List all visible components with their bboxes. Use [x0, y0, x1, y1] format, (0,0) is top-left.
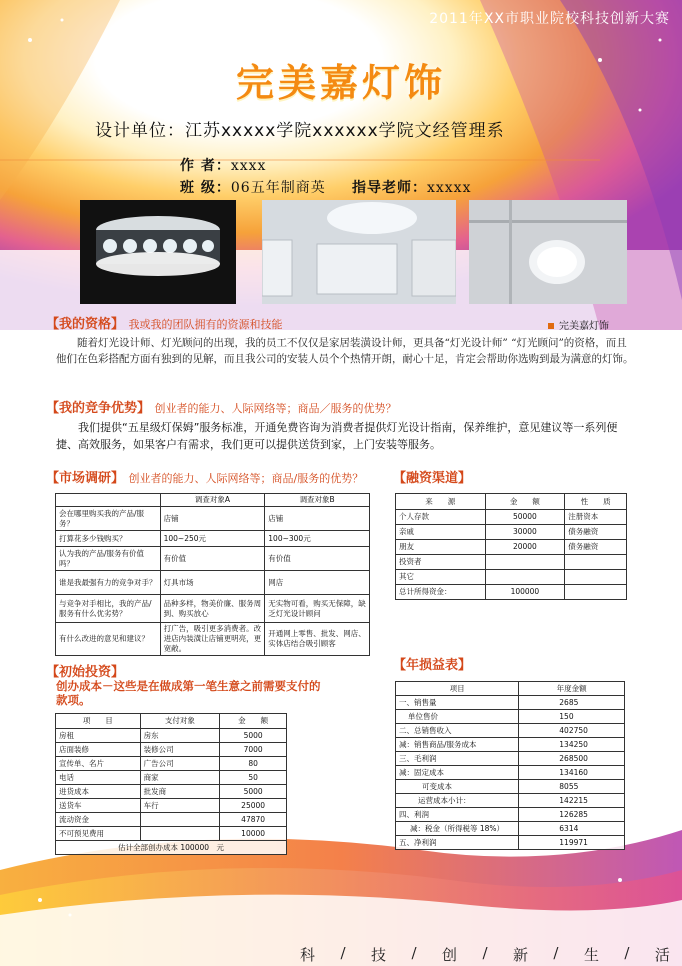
table-row	[56, 571, 370, 595]
qualification-subtitle: 我或我的团队拥有的资源和技能	[128, 318, 283, 331]
product-photo-pendant	[469, 200, 627, 304]
table-row	[56, 623, 370, 656]
table-cell: 房东	[140, 729, 220, 743]
table-cell: 认为我的产品/服务有价值吗？	[56, 547, 161, 571]
table-header-cell: 项目	[396, 682, 519, 696]
table-cell: 三、毛利润	[396, 752, 519, 766]
table-row	[56, 729, 287, 743]
advantage-title: 【我的竞争优势】	[46, 401, 151, 416]
table-cell: 其它	[396, 570, 486, 585]
table-cell: 134160	[519, 766, 625, 780]
table-cell	[485, 570, 565, 585]
author-value: xxxx	[230, 158, 267, 174]
slogan-char: 活	[654, 946, 670, 964]
table-cell: 五、净利润	[396, 836, 519, 850]
table-cell: 送货车	[56, 799, 141, 813]
table-row	[56, 785, 287, 799]
table-cell: 减：固定成本	[396, 766, 519, 780]
table-cell: 与竞争对手相比，我的产品/服务有什么优劣势？	[56, 595, 161, 623]
page-title: 完美嘉灯饰	[235, 60, 446, 105]
photo-caption	[548, 317, 609, 332]
table-row	[396, 540, 627, 555]
table-row	[396, 724, 625, 738]
table-header-cell: 调查对象B	[265, 494, 370, 507]
table-cell: 四、利润	[396, 808, 519, 822]
initial-investment-table	[55, 713, 287, 855]
initial-investment-heading	[46, 661, 124, 680]
table-cell: 一、销售量	[396, 696, 519, 710]
table-row	[396, 570, 627, 585]
table-cell: 不可预见费用	[56, 827, 141, 841]
table-cell: 150	[519, 710, 625, 724]
table-cell: 商家	[140, 771, 220, 785]
table-header-cell: 调查对象A	[160, 494, 265, 507]
table-header-cell: 性 质	[565, 494, 627, 510]
contest-title: 2011年XX市职业院校科技创新大赛	[429, 11, 670, 27]
table-cell: 朋友	[396, 540, 486, 555]
table-cell: 二、总销售收入	[396, 724, 519, 738]
financing-heading	[393, 467, 471, 486]
table-cell: 142215	[519, 794, 625, 808]
table-cell: 谁是我最强有力的竞争对手？	[56, 571, 161, 595]
table-cell: 有价值	[265, 547, 370, 571]
table-cell: 30000	[485, 525, 565, 540]
table-cell: 进货成本	[56, 785, 141, 799]
table-cell: 100~300元	[265, 531, 370, 547]
table-row	[396, 525, 627, 540]
table-row	[396, 836, 625, 850]
table-total-cell: 估计全部创办成本 100000 元	[56, 841, 287, 855]
table-cell: 有什么改进的意见和建议？	[56, 623, 161, 656]
table-cell: 268500	[519, 752, 625, 766]
table-cell: 电话	[56, 771, 141, 785]
slogan-char: 新	[512, 946, 528, 964]
table-cell: 6314	[519, 822, 625, 836]
table-row	[396, 510, 627, 525]
market-heading	[46, 467, 363, 486]
table-cell	[140, 813, 220, 827]
product-photo-ceiling-lamp	[80, 200, 236, 304]
table-row	[56, 595, 370, 623]
table-cell: 网店	[265, 571, 370, 595]
table-cell: 总计所得资金：	[396, 585, 486, 600]
table-row	[396, 808, 625, 822]
table-cell: 402750	[519, 724, 625, 738]
table-cell: 投资者	[396, 555, 486, 570]
table-cell	[485, 555, 565, 570]
table-cell: 个人存款	[396, 510, 486, 525]
footer-slogan	[300, 944, 670, 965]
table-cell: 126285	[519, 808, 625, 822]
table-total-row	[56, 841, 287, 855]
table-cell: 注册资本	[565, 510, 627, 525]
table-cell: 可变成本	[396, 780, 519, 794]
table-cell: 房租	[56, 729, 141, 743]
table-row	[396, 752, 625, 766]
table-cell: 单位售价	[396, 710, 519, 724]
table-cell: 债务融资	[565, 525, 627, 540]
slogan-separator: /	[553, 944, 559, 962]
advisor-label: 指导老师：	[352, 180, 427, 196]
table-cell: 亲戚	[396, 525, 486, 540]
table-cell: 无实物可看，购买无保障，缺乏灯光设计顾问	[265, 595, 370, 623]
table-cell: 宣传单、名片	[56, 757, 141, 771]
slogan-separator: /	[624, 944, 630, 962]
table-cell: 47870	[220, 813, 287, 827]
market-title: 【市场调研】	[46, 471, 125, 486]
table-header-cell	[56, 494, 161, 507]
table-header-cell: 金 额	[485, 494, 565, 510]
slogan-char: 生	[583, 946, 599, 964]
table-cell: 减：销售商品/服务成本	[396, 738, 519, 752]
table-cell: 减：税金（所得税等 18%）	[396, 822, 519, 836]
table-cell: 25000	[220, 799, 287, 813]
table-cell: 车行	[140, 799, 220, 813]
table-row	[56, 531, 370, 547]
author-line	[180, 155, 266, 175]
table-cell: 广告公司	[140, 757, 220, 771]
table-cell: 流动资金	[56, 813, 141, 827]
table-cell: 100000	[485, 585, 565, 600]
table-row	[396, 794, 625, 808]
annual-pl-title: 【年损益表】	[393, 658, 472, 673]
slogan-separator: /	[482, 944, 488, 962]
table-row	[56, 507, 370, 531]
table-cell	[565, 555, 627, 570]
table-cell: 店铺	[160, 507, 265, 531]
advantage-text: 我们提供“五星级灯保姆”服务标准，开通免费咨询为消费者提供灯光设计指南，保养维护，意见建议等一系列便捷、高效服务，如果客户有需求，我们更可以提供送货到家，上门安装等服务。	[56, 421, 618, 451]
market-research-table	[55, 493, 370, 656]
table-header-cell: 年度金额	[519, 682, 625, 696]
table-row	[56, 827, 287, 841]
class-line	[180, 177, 326, 197]
advantage-subtitle: 创业者的能力、人际网络等；商品／服务的优势？	[154, 402, 397, 415]
annual-pl-heading	[393, 654, 471, 673]
table-row	[396, 696, 625, 710]
table-row	[396, 710, 625, 724]
table-cell: 80	[220, 757, 287, 771]
table-cell: 打广告，吸引更多消费者。改进店内装潢让店铺更明亮，更宽敞。	[160, 623, 265, 656]
product-photo-panel-lights	[262, 200, 456, 304]
annual-pl-table	[395, 681, 625, 850]
table-cell: 50	[220, 771, 287, 785]
financing-title: 【融资渠道】	[393, 471, 472, 486]
table-cell: 会在哪里购买我的产品/服务？	[56, 507, 161, 531]
table-header-cell: 项 目	[56, 714, 141, 729]
table-cell: 119971	[519, 836, 625, 850]
qualification-title: 【我的资格】	[46, 317, 125, 332]
table-header-cell: 来 源	[396, 494, 486, 510]
table-row	[56, 799, 287, 813]
class-label: 班 级：	[180, 180, 231, 196]
table-header-row	[396, 682, 625, 696]
table-cell: 店铺	[265, 507, 370, 531]
table-row	[56, 813, 287, 827]
table-cell: 20000	[485, 540, 565, 555]
table-cell: 5000	[220, 785, 287, 799]
table-header-row	[396, 494, 627, 510]
table-cell	[140, 827, 220, 841]
table-cell: 灯具市场	[160, 571, 265, 595]
advantage-heading	[46, 397, 397, 416]
table-row	[396, 822, 625, 836]
qualification-text: 随着灯光设计师、灯光顾问的出现，我的员工不仅仅是家居装潢设计师，更具备“灯光设计师” “灯光顾问”的资格，而且他们在色彩搭配方面有独到的见解，而且我公司的安装人员个个热情开朗，耐心十足，肯定会帮助你选购到最为满意的灯饰。	[56, 337, 634, 365]
advisor-value: xxxxx	[427, 180, 472, 196]
table-cell: 50000	[485, 510, 565, 525]
table-cell: 134250	[519, 738, 625, 752]
table-cell: 开通网上零售、批发、网店、实体店结合吸引顾客	[265, 623, 370, 656]
table-cell: 债务融资	[565, 540, 627, 555]
slogan-char: 创	[441, 946, 457, 964]
table-cell: 批发商	[140, 785, 220, 799]
design-unit: 设计单位：江苏xxxxx学院xxxxxx学院文经管理系	[95, 121, 505, 141]
table-cell	[565, 585, 627, 600]
table-header-cell: 支付对象	[140, 714, 220, 729]
initial-investment-title: 【初始投资】	[46, 665, 125, 680]
table-row	[396, 738, 625, 752]
author-label: 作 者：	[180, 158, 231, 174]
table-cell: 运营成本小计：	[396, 794, 519, 808]
advisor-line	[352, 177, 471, 197]
table-cell: 7000	[220, 743, 287, 757]
table-row	[56, 743, 287, 757]
market-subtitle: 创业者的能力、人际网络等；商品/服务的优势？	[128, 472, 364, 485]
table-header-row	[56, 494, 370, 507]
table-cell: 有价值	[160, 547, 265, 571]
table-row	[56, 547, 370, 571]
table-row	[396, 766, 625, 780]
table-header-row	[56, 714, 287, 729]
table-cell: 店面装修	[56, 743, 141, 757]
slogan-separator: /	[340, 944, 346, 962]
table-cell: 品种多样，物美价廉、服务周到、购买放心	[160, 595, 265, 623]
table-cell: 2685	[519, 696, 625, 710]
table-cell: 打算花多少钱购买？	[56, 531, 161, 547]
financing-table	[395, 493, 627, 600]
table-header-cell: 金 额	[220, 714, 287, 729]
initial-investment-subtitle: 创办成本－这些是在做成第一笔生意之前需要支付的款项。	[56, 679, 321, 707]
slogan-separator: /	[411, 944, 417, 962]
table-row	[396, 585, 627, 600]
table-row	[396, 555, 627, 570]
table-cell: 5000	[220, 729, 287, 743]
table-cell	[565, 570, 627, 585]
class-value: 06五年制商英	[230, 180, 326, 196]
qualification-heading	[46, 313, 283, 332]
table-cell: 100~250元	[160, 531, 265, 547]
table-row	[56, 771, 287, 785]
slogan-char: 科	[300, 946, 316, 964]
table-row	[56, 757, 287, 771]
table-row	[396, 780, 625, 794]
photo-caption-text: 完美嘉灯饰	[559, 321, 609, 332]
table-cell: 8055	[519, 780, 625, 794]
slogan-char: 技	[370, 946, 386, 964]
table-cell: 10000	[220, 827, 287, 841]
table-cell: 装修公司	[140, 743, 220, 757]
